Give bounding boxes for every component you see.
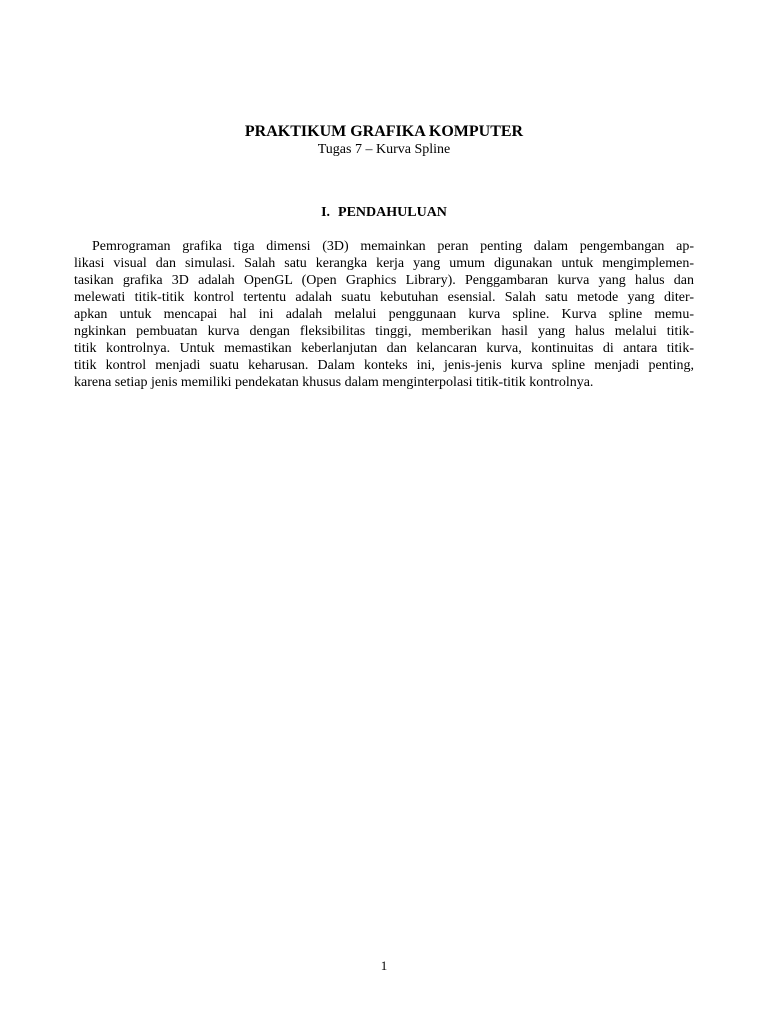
paragraph-line: titik kontrolnya. Untuk memastikan keberlanjutan dan kelancaran kurva, kontinuitas di antara titik-	[74, 341, 694, 356]
paragraph-line: tasikan grafika 3D adalah OpenGL (Open Graphics Library). Penggambaran kurva yang halus dan	[74, 273, 694, 288]
body-paragraph	[74, 238, 694, 391]
section-heading	[0, 204, 768, 222]
paragraph-line: apkan untuk mencapai hal ini adalah melalui penggunaan kurva spline. Kurva spline memu-	[74, 307, 694, 322]
page-number: 1	[380, 958, 388, 973]
paragraph-line: ngkinkan pembuatan kurva dengan fleksibilitas tinggi, memberikan hasil yang halus melalui titik-	[74, 324, 694, 339]
section-title: PENDAHULUAN	[338, 205, 447, 220]
paragraph-line: titik kontrol menjadi suatu keharusan. Dalam konteks ini, jenis-jenis kurva spline menjadi penting,	[74, 358, 694, 373]
paragraph-line: likasi visual dan simulasi. Salah satu kerangka kerja yang umum digunakan untuk mengimplemen-	[74, 256, 694, 271]
paragraph-line: Pemrograman grafika tiga dimensi (3D) memainkan peran penting dalam pengembangan ap-	[92, 239, 694, 254]
section-number: I.	[321, 205, 331, 220]
document-subtitle: Tugas 7 – Kurva Spline	[317, 142, 451, 157]
paragraph-line: karena setiap jenis memiliki pendekatan khusus dalam menginterpolasi titik-titik kontrolnya.	[74, 375, 594, 390]
paragraph-line: melewati titik-titik kontrol tertentu adalah suatu kebutuhan esensial. Salah satu metode yang diter-	[74, 290, 694, 305]
document-title: PRAKTIKUM GRAFIKA KOMPUTER	[244, 123, 524, 140]
